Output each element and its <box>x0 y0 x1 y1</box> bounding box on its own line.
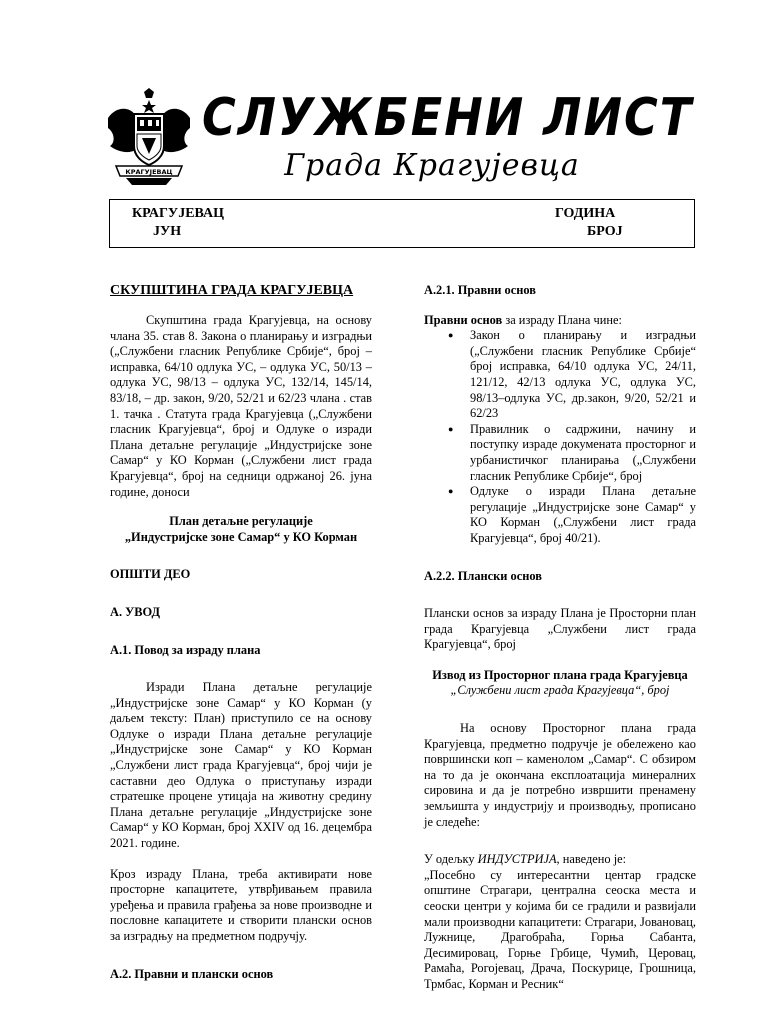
section-a-heading: А. УВОД <box>110 604 161 619</box>
industry-section-line <box>424 852 696 868</box>
industry-post: , наведено је: <box>556 852 627 867</box>
section-a1-heading: А.1. Повод за израду плана <box>110 642 261 657</box>
section-a2-heading: А.2. Правни и плански основ <box>110 966 274 981</box>
city-crest-icon <box>106 88 192 186</box>
legal-basis-lead <box>424 313 696 329</box>
industry-pre: У одељку <box>424 852 478 867</box>
legal-basis-lead-rest: за израду Плана чине: <box>502 312 622 327</box>
issue-month: ЈУН <box>153 224 182 239</box>
issue-year-label: ГОДИНА <box>555 206 616 221</box>
newspaper-title: СЛУЖБЕНИ ЛИСТ <box>202 86 694 148</box>
right-column <box>424 283 696 993</box>
excerpt-heading: Извод из Просторног плана града Крагујевца <box>432 667 688 682</box>
list-item: ● Закон о планирању и изградњи („Службени гласник Републике Србије“ број исправка, 64/10 одлука УС, 24/11, 121/12, 42/13 одлука УС, одлука УС, 98/13–одлука УС, др.закон, 9/20, 52/21 и 62/23 <box>470 328 696 422</box>
basis-paragraph: На основу Просторног плана града Крагујевца, предметно подручје је обележено као површински коп – каменолом „Самар“. С обзиром на то да је окончана експлоатација минералних сировина и да је потребно извршити пренамену земљишта у индустрију и производњу, прописано је следеће: <box>424 721 696 829</box>
masthead <box>106 88 696 188</box>
left-column <box>110 283 372 982</box>
issue-city: КРАГУЈЕВАЦ <box>132 206 224 221</box>
plan-title-line-2: „Индустријске зоне Самар“ у КО Корман <box>124 529 358 544</box>
section-a22-heading: А.2.2. Плански основ <box>424 568 542 583</box>
newspaper-subtitle: Града Крагујевца <box>284 148 580 183</box>
crest-ribbon-text: КРАГУЈЕВАЦ <box>125 168 173 176</box>
section-a21-heading: А.2.1. Правни основ <box>424 283 536 297</box>
section-a1-paragraph: Изради Плана детаљне регулације „Индустријске зоне Самар“ у КО Корман (у даљем тексту: План) приступило се на основу Одлуке о изради Плана детаљне регулације „Индустријске зоне Самар“ у КО Корман „Службени лист града Крагујевца“, број чији је саставни део Одлука о приступању изради стратешке процене утицаја на животну средину Плана детаљне регулације „Индустријске зоне Самар“ у КО Корман, број XXIV од 16. децембра 2021. године. <box>110 680 372 851</box>
legal-basis-lead-bold: Правни основ <box>424 312 503 327</box>
excerpt-subheading: „Службени лист града Крагујевца“, број <box>450 683 670 698</box>
assembly-heading: СКУПШТИНА ГРАДА КРАГУЈЕВЦА <box>110 283 354 298</box>
issue-info-box <box>109 199 695 248</box>
industry-quote: „Посебно су интересантни центар градске општине Страгари, централна сеоска места и сеоски центри у којима би се градили и развијали мали производни капацитети: Страгари, Јовановац, Лужнице, Драгобраћа, Горња Сабанта, Десимировац, Горње Грбице, Чумић, Церовац, Рамаћа, Рогојевац, Драча, Поскурице, Грошница, Трмбас, Корман и Ресник“ <box>424 867 696 991</box>
general-part-heading: ОПШТИ ДЕО <box>110 567 191 582</box>
issue-number-label: БРОЈ <box>587 224 623 239</box>
legal-basis-list <box>424 328 696 546</box>
industry-section-name: ИНДУСТРИЈА <box>477 852 557 867</box>
list-item: ● Правилник о садржини, начину и поступку израде докумената просторног и урбанистичког планирања („Службени гласник Републике Србије“, број <box>470 422 696 484</box>
section-a1-paragraph-2: Кроз израду Плана, треба активирати нове просторне капацитете, утврђивањем правила уређења и правила грађења за нове производне и пословне капацитете и створити плански основ за изградњу на предметном подручју. <box>110 866 372 943</box>
plan-title-line-1: План детаљне регулације <box>169 514 313 529</box>
list-item: ● Одлуке о изради Плана детаљне регулације „Индустријске зоне Самар“ у КО Корман („Службени лист града Крагујевца“, број 40/21). <box>470 484 696 546</box>
intro-paragraph: Скупштина града Крагујевца, на основу члана 35. став 8. Закона о планирању и изградњи („Службени гласник Републике Србије“, број – исправка, 64/10 одлука УС, – одлука УС, 50/13 – одлука УС, 98/13 – одлука УС, 132/14, 145/14, 83/18, – др. закон, 9/20, 52/21 и 62/23 члана . став 1. тачка . Статута града Крагујевца („Службени гласник Крагујевца“, број и Одлуке о изради Плана детаљне регулације „Индустријске зоне Самар“ у КО Корман („Службени лист града Крагујевца“, број на седници одржаној 26. јуна године, доноси <box>110 313 372 499</box>
planning-basis-paragraph: Плански основ за израду Плана је Просторни план града Крагујевца „Службени лист града Крагујевца“, број <box>424 606 696 652</box>
